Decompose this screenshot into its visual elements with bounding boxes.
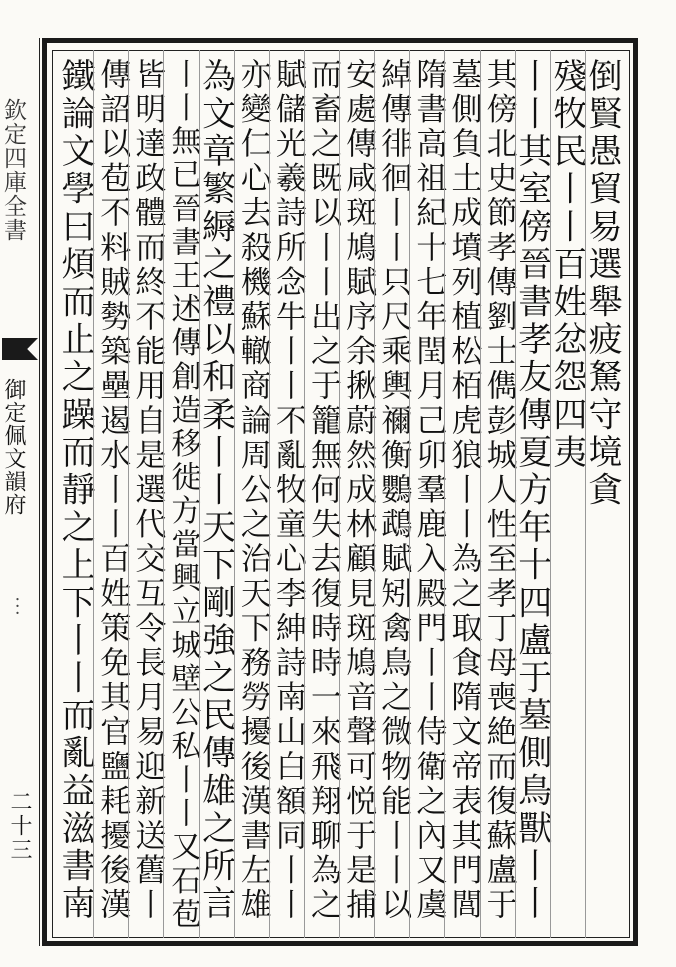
- text-column: 殘牧民丨丨百姓忿怨四夷: [546, 58, 587, 472]
- fishtail-mark-icon: [2, 338, 38, 360]
- text-column: 賦儲光羲詩所念牛丨丨不亂牧童心李紳詩南山白額同丨丨: [269, 58, 306, 923]
- column-rule: [585, 50, 586, 938]
- column-rule: [269, 50, 270, 938]
- text-column: 隋書高祖紀十七年閏月己卯羣鹿入殿門丨丨侍衛之內又虞: [410, 58, 447, 923]
- text-column: 皆明達政體而終不能用自是選代交互令長月易迎新送舊丨: [129, 58, 166, 923]
- text-column: 傳詔以苞不料賊勢築壘遏水丨丨百姓策免其官鹽耗擾後漢: [94, 58, 131, 923]
- column-rule: [480, 50, 481, 938]
- text-column: 鐵論文學曰煩而止之躁而靜之上下丨丨而亂益滋書南: [55, 58, 96, 923]
- spine-subtitle: 御定佩文韻府: [1, 378, 26, 516]
- text-column: 丨丨其室傍晉書孝友傳夏方年十四盧于墓側鳥獸丨丨: [511, 58, 552, 923]
- text-column: 其傍北史節孝傳劉士儁彭城人性至孝丁母喪絶而復蘇盧于: [480, 58, 517, 923]
- text-column: 綽傳徘徊丨丨只尺乘輿禰衡鸚鵡賦矧禽鳥之微物能丨丨以: [375, 58, 412, 923]
- spine-margin: [0, 38, 40, 946]
- column-rule: [374, 50, 375, 938]
- text-column: 為文章繁縟之禮以和柔丨丨天下剛強之民傳雄之所言: [195, 58, 236, 923]
- text-column: 倒賢愚貿易選舉疲駑守境貪: [582, 58, 622, 510]
- column-rule: [409, 50, 410, 938]
- spine-fold-marks: ︙: [4, 596, 28, 620]
- text-column: 墓側負土成墳列植松栢虎狼丨丨為之取食隋文帝表其門閭: [445, 58, 482, 923]
- text-column: 丨丨無已晉書王述傳創造移徙方當興立城壁公私丨丨又石苞: [165, 58, 201, 932]
- page-number: 二十三: [7, 790, 32, 862]
- column-rule: [515, 50, 516, 938]
- spine-book-title: 欽定四庫全書: [0, 98, 26, 242]
- column-rule: [128, 50, 129, 938]
- column-rule: [339, 50, 340, 938]
- text-column: 安處傳咸斑鳩賦序余揪蔚然成林顧見斑鳩音聲可悦于是捕: [340, 58, 377, 923]
- column-rule: [93, 50, 94, 938]
- column-rule: [234, 50, 235, 938]
- column-rule: [550, 50, 551, 938]
- column-rule: [163, 50, 164, 938]
- column-rule: [199, 50, 200, 938]
- text-column: 而畜之既以丨丨出之于籠無何失去復時時一來飛翔聊為之: [305, 58, 341, 923]
- text-column: 亦變仁心去殺機蘇轍商論周公之治天下務勞擾後漢書左雄: [234, 58, 271, 923]
- column-rule: [304, 50, 305, 938]
- column-rule: [444, 50, 445, 938]
